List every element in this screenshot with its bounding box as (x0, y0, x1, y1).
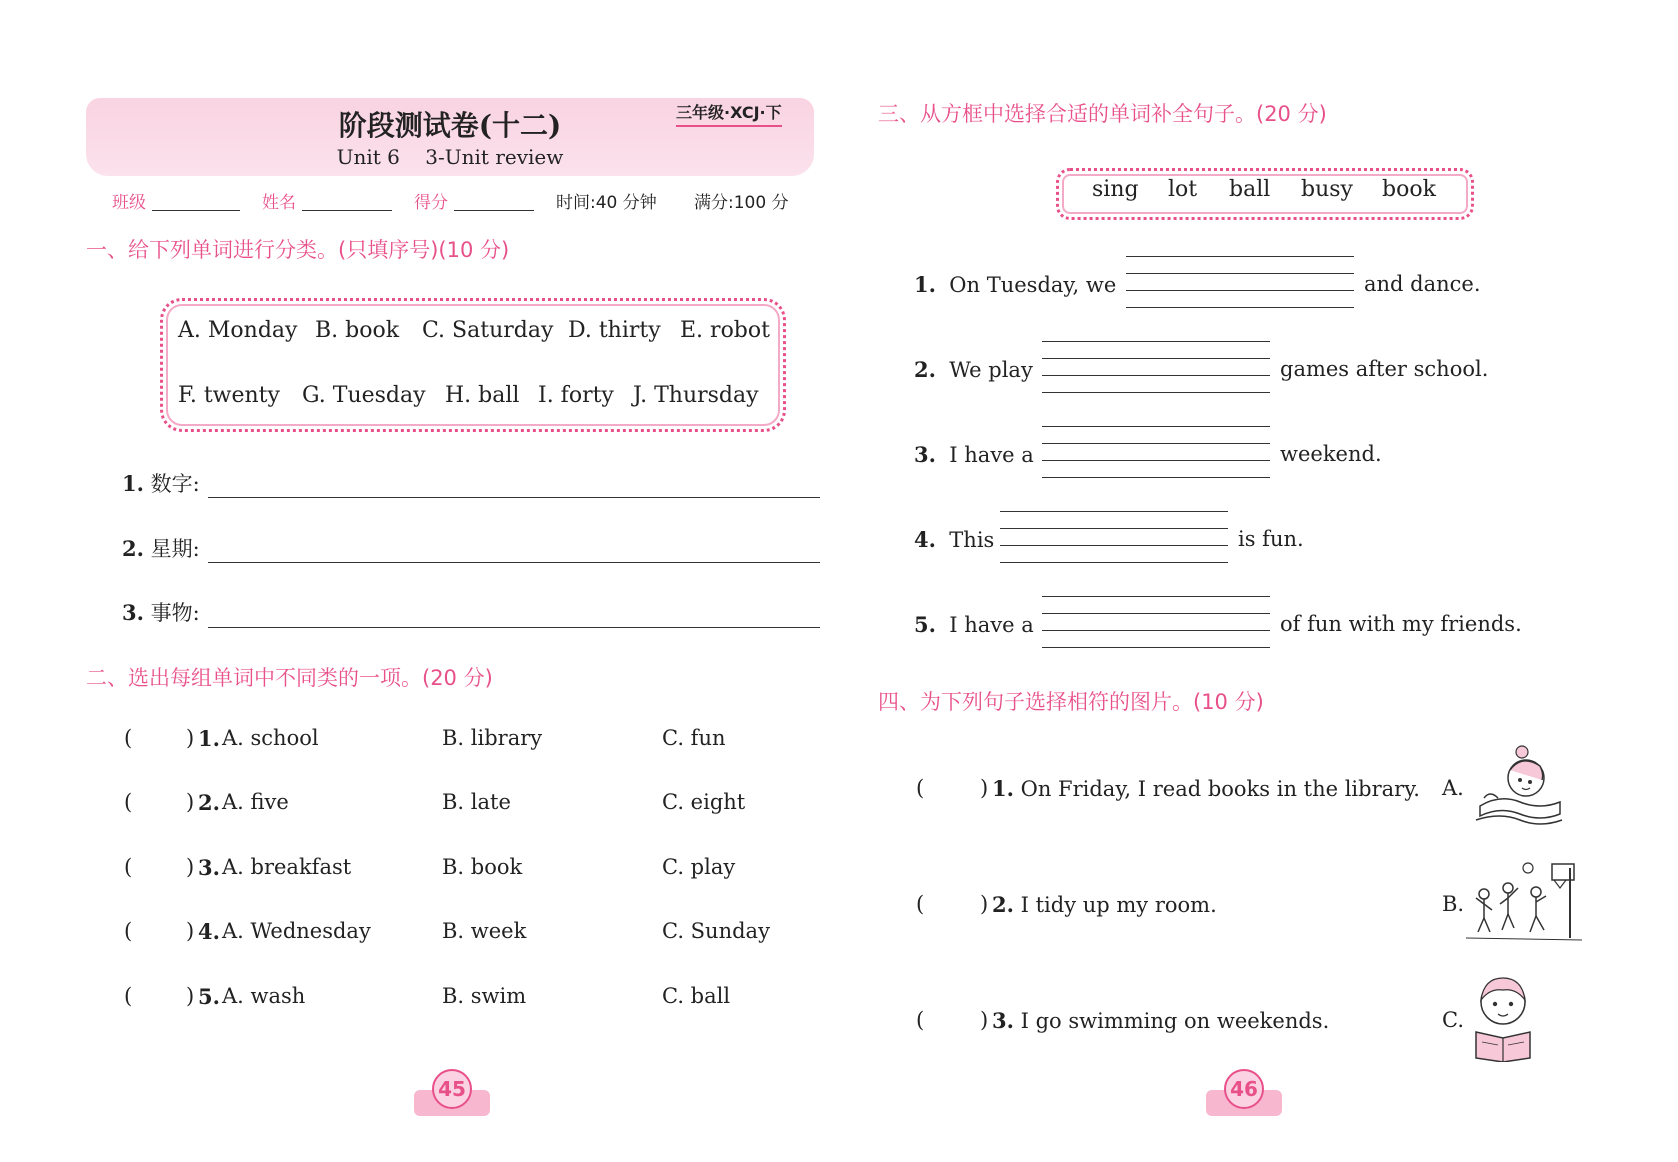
grade-tag: 三年级·XCJ·下 (676, 100, 782, 127)
writing-guide[interactable] (1126, 256, 1354, 308)
picture-question-2: 2. I tidy up my room. (992, 892, 1217, 917)
choice-c: C. fun (662, 726, 726, 750)
sentence-3: 3. I have a (914, 442, 1034, 467)
sentence-5-end: of fun with my friends. (1280, 612, 1522, 636)
swimming-girl-picture (1470, 744, 1566, 828)
picture-label-c: C. (1442, 1008, 1464, 1032)
word-bank-item: busy (1301, 177, 1353, 202)
answer-blank-close: ) (186, 919, 195, 943)
page-number: 46 (1224, 1069, 1264, 1109)
sentence-3-end: weekend. (1280, 442, 1382, 466)
writing-guide[interactable] (1042, 341, 1270, 393)
option-d: D. thirty (568, 318, 661, 343)
option-e: E. robot (680, 318, 770, 343)
answer-blank[interactable] (136, 855, 186, 881)
page-subtitle: Unit 6 3-Unit review (336, 145, 564, 169)
answer-blank-close: ) (186, 726, 195, 750)
things-answer-line[interactable] (208, 627, 820, 628)
option-f: F. twenty (178, 383, 280, 408)
full-score-info: 满分:100 分 (694, 193, 789, 213)
weekdays-answer-line[interactable] (208, 562, 820, 563)
section2-title: 二、选出每组单词中不同类的一项。(20 分) (86, 666, 493, 690)
answer-blank[interactable] (928, 776, 980, 802)
page-title: 阶段测试卷(十二) (338, 109, 562, 142)
class-label: 班级 (112, 193, 146, 213)
answer-blank[interactable] (136, 790, 186, 816)
question-number: 2. (198, 790, 220, 815)
word-bank-item: lot (1168, 177, 1198, 202)
answer-blank-close: ) (980, 892, 989, 916)
choice-a: A. breakfast (222, 855, 352, 879)
choice-a: A. Wednesday (222, 919, 371, 943)
name-field[interactable] (302, 210, 392, 211)
word-bank-item: sing (1092, 177, 1139, 202)
sentence-1: 1. On Tuesday, we (914, 272, 1117, 297)
question-number: 3. (198, 855, 220, 880)
question-number: 4. (198, 919, 220, 944)
sentence-2: 2. We play (914, 357, 1033, 382)
option-c: C. Saturday (422, 318, 554, 343)
sentence-4-end: is fun. (1238, 527, 1304, 551)
picture-label-a: A. (1442, 776, 1464, 800)
sentence-4: 4. This (914, 527, 995, 552)
score-field[interactable] (454, 210, 534, 211)
choice-a: A. school (222, 726, 319, 750)
section4-title: 四、为下列句子选择相符的图片。(10 分) (878, 690, 1264, 714)
answer-blank-open: ( (124, 790, 133, 814)
answer-blank[interactable] (928, 892, 980, 918)
answer-blank-close: ) (186, 790, 195, 814)
choice-b: B. swim (442, 984, 527, 1008)
answer-blank-open: ( (916, 776, 925, 800)
answer-blank-open: ( (124, 984, 133, 1008)
option-a: A. Monday (178, 318, 298, 343)
section1-title: 一、给下列单词进行分类。(只填序号)(10 分) (86, 238, 510, 262)
class-field[interactable] (152, 210, 240, 211)
choice-a: A. wash (222, 984, 306, 1008)
answer-blank-close: ) (186, 855, 195, 879)
picture-label-b: B. (1442, 892, 1465, 916)
sentence-5: 5. I have a (914, 612, 1034, 637)
page-number: 45 (432, 1069, 472, 1109)
word-bank-item: book (1382, 177, 1436, 202)
choice-c: C. play (662, 855, 736, 879)
answer-blank[interactable] (136, 919, 186, 945)
answer-blank[interactable] (928, 1008, 980, 1034)
girl-reading-picture (1470, 972, 1536, 1062)
writing-guide[interactable] (1000, 511, 1228, 563)
answer-blank-close: ) (186, 984, 195, 1008)
numbers-answer-line[interactable] (208, 497, 820, 498)
answer-blank-close: ) (980, 776, 989, 800)
answer-blank[interactable] (136, 726, 186, 752)
category-item: 2. 星期: (122, 536, 200, 561)
question-number: 5. (198, 984, 220, 1009)
option-g: G. Tuesday (302, 383, 426, 408)
category-item: 1. 数字: (122, 471, 200, 496)
picture-question-3: 3. I go swimming on weekends. (992, 1008, 1330, 1033)
choice-c: C. ball (662, 984, 731, 1008)
answer-blank[interactable] (136, 984, 186, 1010)
category-item: 3. 事物: (122, 600, 200, 625)
writing-guide[interactable] (1042, 596, 1270, 648)
option-i: I. forty (538, 383, 614, 408)
time-info: 时间:40 分钟 (556, 193, 657, 213)
question-number: 1. (198, 726, 220, 751)
word-bank-item: ball (1229, 177, 1271, 202)
choice-b: B. book (442, 855, 523, 879)
answer-blank-open: ( (916, 892, 925, 916)
sentence-2-end: games after school. (1280, 357, 1489, 381)
choice-c: C. eight (662, 790, 746, 814)
basketball-players-picture (1466, 858, 1582, 946)
answer-blank-open: ( (124, 726, 133, 750)
choice-b: B. library (442, 726, 543, 750)
choice-a: A. five (222, 790, 289, 814)
option-b: B. book (315, 318, 400, 343)
name-label: 姓名 (262, 193, 296, 213)
answer-blank-open: ( (916, 1008, 925, 1032)
score-label: 得分 (414, 193, 448, 213)
answer-blank-close: ) (980, 1008, 989, 1032)
choice-c: C. Sunday (662, 919, 770, 943)
sentence-1-end: and dance. (1364, 272, 1481, 296)
writing-guide[interactable] (1042, 426, 1270, 478)
option-h: H. ball (445, 383, 520, 408)
option-j: J. Thursday (633, 383, 759, 408)
section3-title: 三、从方框中选择合适的单词补全句子。(20 分) (878, 102, 1327, 126)
picture-question-1: 1. On Friday, I read books in the library. (992, 776, 1420, 801)
choice-b: B. late (442, 790, 511, 814)
answer-blank-open: ( (124, 919, 133, 943)
answer-blank-open: ( (124, 855, 133, 879)
choice-b: B. week (442, 919, 527, 943)
